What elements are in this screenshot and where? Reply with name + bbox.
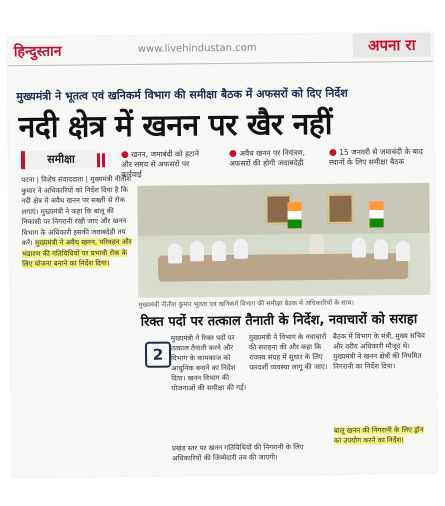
newspaper-clipping [8, 33, 438, 477]
section-tag: समीक्षा [21, 150, 97, 169]
highlight-box [334, 425, 432, 466]
body-column-left: पटना | विशेष संवाददाता | मुख्यमंत्री नीतीश कुमार ने अधिकारियों को निर्देश दिया है कि नदी क्षेत्र में अवैध खनन पर सख्ती से रोक लगाएं। मुख्यमंत्री ने कहा कि बालू की निकासी पर निगरानी रखी जाए और खनन विभाग के अधिकारी इसकी जवाबदेही तय करें। मुख्यमंत्री ने अवैध खनन, परिवहन और भंडारण की गतिविधियों पर प्रभावी रोक के लिए योजना बनाने का निर्देश दिया। [21, 174, 132, 269]
number-badge: 2 [145, 342, 171, 368]
flag-icon [369, 201, 383, 227]
bullet-point: ● अवैध खनन पर नियंत्रण, अफसरों की होगी जवाबदेही [228, 148, 306, 168]
bullet-point: ● खनन, जमाबंदी को हटाने और समय से अफसरों पर कार्रवाई [120, 149, 200, 180]
portrait-frame [327, 194, 353, 224]
masthead [8, 33, 433, 66]
brand-logo: हिन्दुस्तान [13, 43, 62, 61]
headline: नदी क्षेत्र में खनन पर खैर नहीं [18, 106, 333, 146]
meeting-photo [137, 183, 430, 298]
body-column-3: मुख्यमंत्री ने विभाग के नवाचारों की सराहना की और कहा कि राजस्व संग्रह में सुधार के लिए पारदर्शी व्यवस्था लागू की जाए। [248, 332, 328, 372]
website-url: www.livehindustan.com [137, 42, 257, 55]
highlighted-text: बालू खनन की निगरानी के लिए ड्रोन का उपयोग करने का निर्देश। [333, 425, 424, 445]
body-footer-text: प्रखंड स्तर पर खनन गतिविधियों की निगरानी के लिए अधिकारियों की जिम्मेदारी तय की जाएगी। [171, 443, 304, 463]
highlighted-text: मुख्यमंत्री ने अवैध खनन, परिवहन और भंडारण की गतिविधियों पर प्रभावी रोक के लिए योजना बनाने का निर्देश दिया। [21, 237, 132, 269]
flag-icon [287, 202, 301, 228]
kicker: मुख्यमंत्री ने भूतत्व एवं खनिकर्म विभाग की समीक्षा बैठक में अफसरों को दिए निर्देश [16, 86, 348, 104]
tag-bars-icon [97, 152, 111, 166]
body-column-4: बैठक में विभाग के मंत्री, मुख्य सचिव और वरीय अधिकारी मौजूद थे। मुख्यमंत्री ने खनन क्षेत्रों की नियमित निगरानी का निर्देश दिया। [332, 331, 425, 371]
edition-label: अपना रा [353, 33, 431, 58]
bullet-point: ● 15 जनवरी से जमाबंदी के बाद स्थानों के लिए समीक्षा बैठक [328, 146, 423, 167]
body-column-2: मुख्यमंत्री ने रिक्त पदों पर तत्काल तैनाती करने और विभाग के कामकाज को आधुनिक बनाने का निर्देश दिया। खनन विभाग की योजनाओं की समीक्षा की गई। [170, 333, 247, 393]
subheadline: रिक्त पदों पर तत्काल तैनाती के निर्देश, नवाचारों को सराहा [140, 311, 418, 330]
photo-caption: मुख्यमंत्री नीतीश कुमार भूतत्व एवं खनिकर्म विभाग की समीक्षा बैठक में अधिकारियों के साथ। [138, 298, 355, 309]
